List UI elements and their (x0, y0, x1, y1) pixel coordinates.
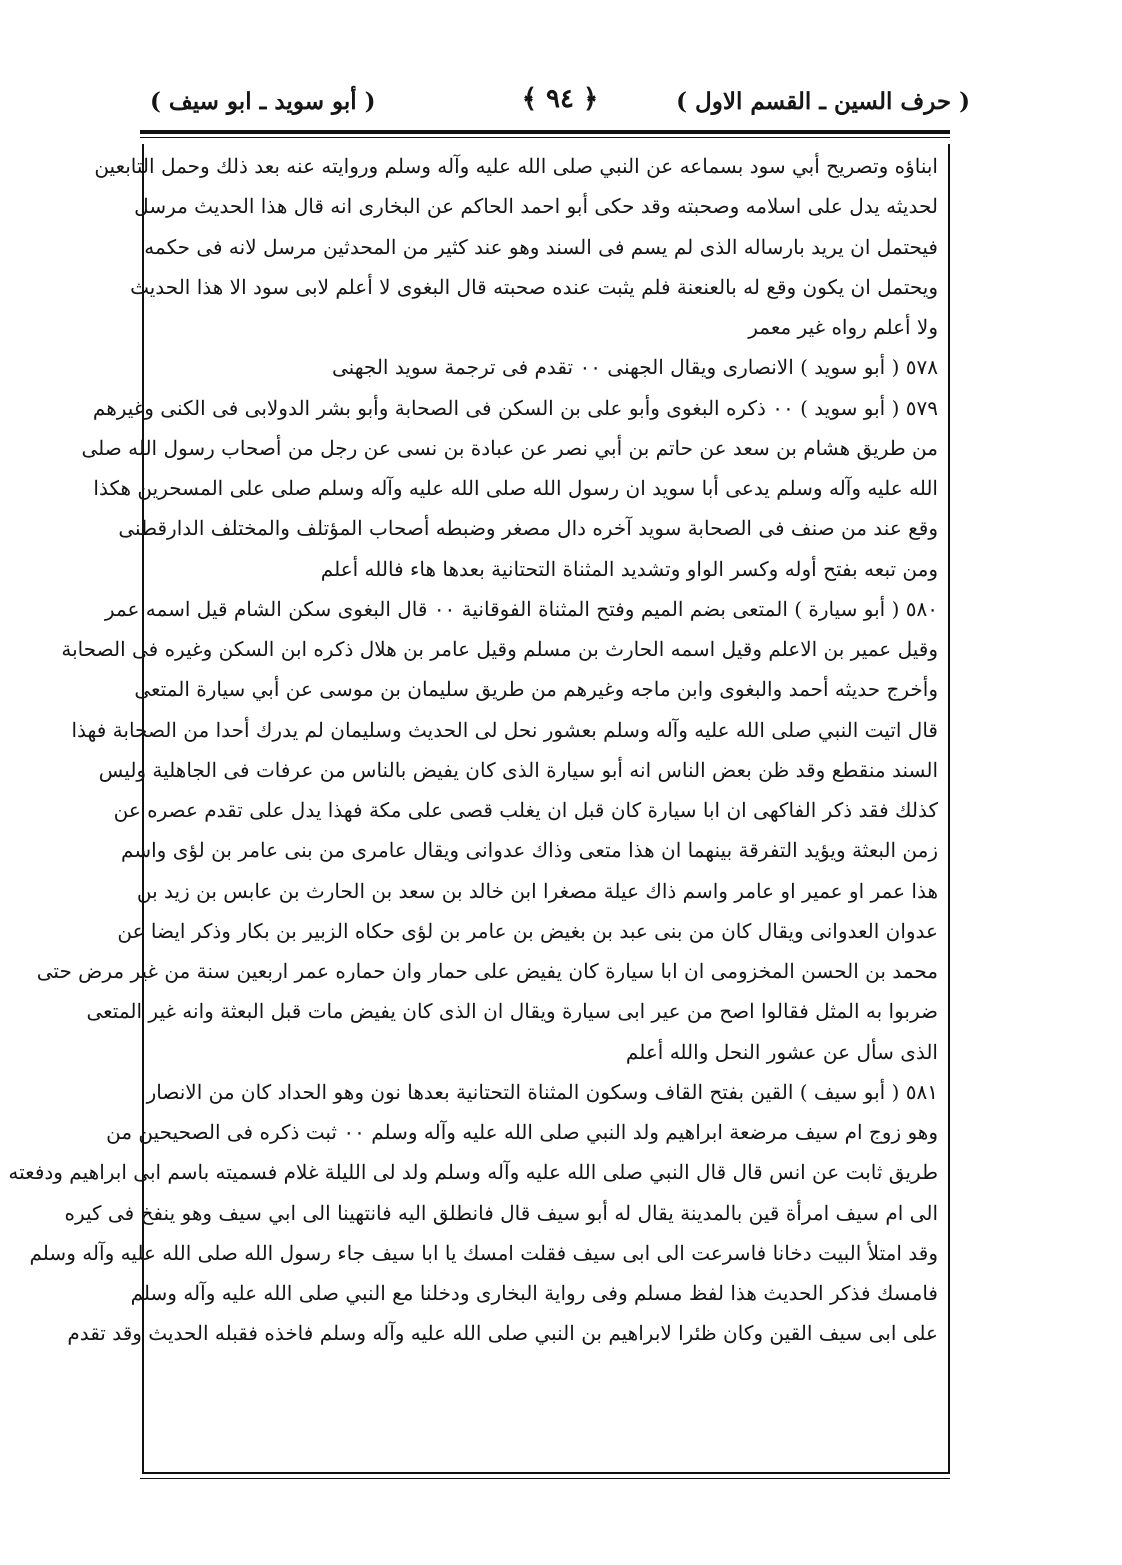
page-number: ﴿ ٩٤ ﴾ (521, 84, 599, 114)
text-line: قال اتيت النبي صلى الله عليه وآله وسلم بعشور نحل لى الحديث وسليمان لم يدرك أحدا من الصحابة فهذا (71, 717, 938, 742)
text-line: طريق ثابت عن انس قال قال النبي صلى الله عليه وآله وسلم ولد لى الليلة غلام فسميته باسم ابى ابراهيم ودفعته (8, 1160, 938, 1185)
text-line: على ابى سيف القين وكان ظئرا لابراهيم بن النبي صلى الله عليه وآله وسلم فاخذه فقبله الحديث وقد تقدم (67, 1321, 938, 1346)
header-rule (140, 130, 950, 134)
text-line: عدوان العدوانى ويقال كان من بنى عبد بن بغيض بن عامر بن لؤى حكاه الزبير بن بكار وذكر ايضا عن (117, 918, 938, 943)
text-line: كذلك فقد ذكر الفاكهى ان ابا سيارة كان قبل ان يغلب قصى على مكة فهذا يدل على تقدم عصره عن (113, 798, 938, 822)
text-line: ٥٨١ ( أبو سيف ) القين بفتح القاف وسكون المثناة التحتانية بعدها نون وهو الحداد كان من الانصار (146, 1079, 938, 1104)
text-line: الى ام سيف امرأة قين بالمدينة يقال له أبو سيف قال فانطلق اليه فانتهينا الى ابي سيف وهو ينفخ فى كيره (64, 1200, 938, 1225)
header-entry-range: ( أبو سويد ـ ابو سيف ) (150, 88, 376, 115)
text-line: الله عليه وآله وسلم يدعى أبا سويد ان رسول الله صلى الله عليه وآله وسلم صلى على المسحرين هكذا (93, 476, 938, 500)
text-line: وقيل عمير بن الاعلم وقيل اسمه الحارث بن مسلم وقيل عامر بن هلال ذكره ابن السكن وغيره فى الصحابة (61, 637, 938, 661)
text-line: ومن تبعه بفتح أوله وكسر الواو وتشديد المثناة التحتانية بعدها هاء فالله أعلم (320, 556, 938, 581)
text-line: زمن البعثة ويؤيد التفرقة بينهما ان هذا متعى وذاك عدوانى ويقال عامرى من بنى عامر بن لؤى واسم (121, 838, 938, 863)
text-line: وهو زوج ام سيف مرضعة ابراهيم ولد النبي صلى الله عليه وآله وسلم ٠٠ ثبت ذكره فى الصحيحين من (106, 1120, 938, 1144)
text-line: ٥٧٩ ( أبو سويد ) ٠٠ ذكره البغوى وأبو على بن السكن فى الصحابة وأبو بشر الدولابى فى الكنى وغيرهم (92, 395, 938, 420)
page-header (150, 84, 970, 124)
text-line: ابناؤه وتصريح أبي سود بسماعه عن النبي صلى الله عليه وآله وسلم وروايته عنه بعد ذلك وحمل التابعين (94, 154, 938, 178)
body-text (8, 146, 938, 1354)
text-line: فامسك فذكر الحديث هذا لفظ مسلم وفى رواية البخارى ودخلنا مع النبي صلى الله عليه وآله وسلم (130, 1281, 938, 1305)
text-line: ويحتمل ان يكون وقع له بالعنعنة فلم يثبت عنده صحبته قال البغوى لا أعلم لابى سود الا هذا الحديث (130, 274, 938, 299)
text-line: وأخرج حديثه أحمد والبغوى وابن ماجه وغيرهم من طريق سليمان بن موسى عن أبي سيارة المتعى (134, 677, 938, 702)
text-line: السند منقطع وقد ظن بعض الناس انه أبو سيارة الذى كان يفيض بالناس من عرفات فى الجاهلية وليس (98, 757, 938, 782)
text-line: ٥٨٠ ( أبو سيارة ) المتعى بضم الميم وفتح المثناة الفوقانية ٠٠ قال البغوى سكن الشام قيل اسمه عمر (104, 596, 938, 621)
text-line: الذى سأل عن عشور النحل والله أعلم (625, 1039, 938, 1064)
footer-rule (140, 1478, 950, 1479)
text-line: وقع عند من صنف فى الصحابة سويد آخره دال مصغر وضبطه أصحاب المؤتلف والمختلف الدارقطنى (118, 516, 938, 541)
header-section-title: ( حرف السين ـ القسم الاول ) (676, 88, 970, 115)
text-line: لحديثه يدل على اسلامه وصحبته وقد حكى أبو احمد الحاكم عن البخارى انه قال هذا الحديث مرسل (134, 194, 938, 219)
text-line: من طريق هشام بن سعد عن حاتم بن أبي نصر عن عبادة بن نسى عن رجل من أصحاب رسول الله صلى (81, 435, 938, 460)
text-line: ٥٧٨ ( أبو سويد ) الانصارى ويقال الجهنى ٠٠ تقدم فى ترجمة سويد الجهنى (331, 355, 938, 380)
text-line: وقد امتلأ البيت دخانا فاسرعت الى ابى سيف فقلت امسك يا ابا سيف جاء رسول الله صلى الله عليه وآله وسلم (29, 1240, 938, 1265)
text-line: فيحتمل ان يريد بارساله الذى لم يسم فى السند وهو عند كثير من المحدثين مرسل لانه فى حكمه (144, 234, 938, 259)
text-line: هذا عمر او عمير او عامر واسم ذاك عيلة مصغرا ابن خالد بن سعد بن الحارث بن عابس بن زيد بن (136, 878, 938, 903)
header-rule-thin (140, 137, 950, 138)
text-line: ضربوا به المثل فقالوا اصح من عير ابى سيارة ويقال ان الذى كان يفيض مات قبل البعثة وانه غير المتعى (86, 999, 938, 1024)
text-line: ولا أعلم رواه غير معمر (748, 315, 938, 339)
text-line: محمد بن الحسن المخزومى ان ابا سيارة كان يفيض على حمار وان حماره عمر اربعين سنة من غير مرض حتى (36, 959, 938, 983)
